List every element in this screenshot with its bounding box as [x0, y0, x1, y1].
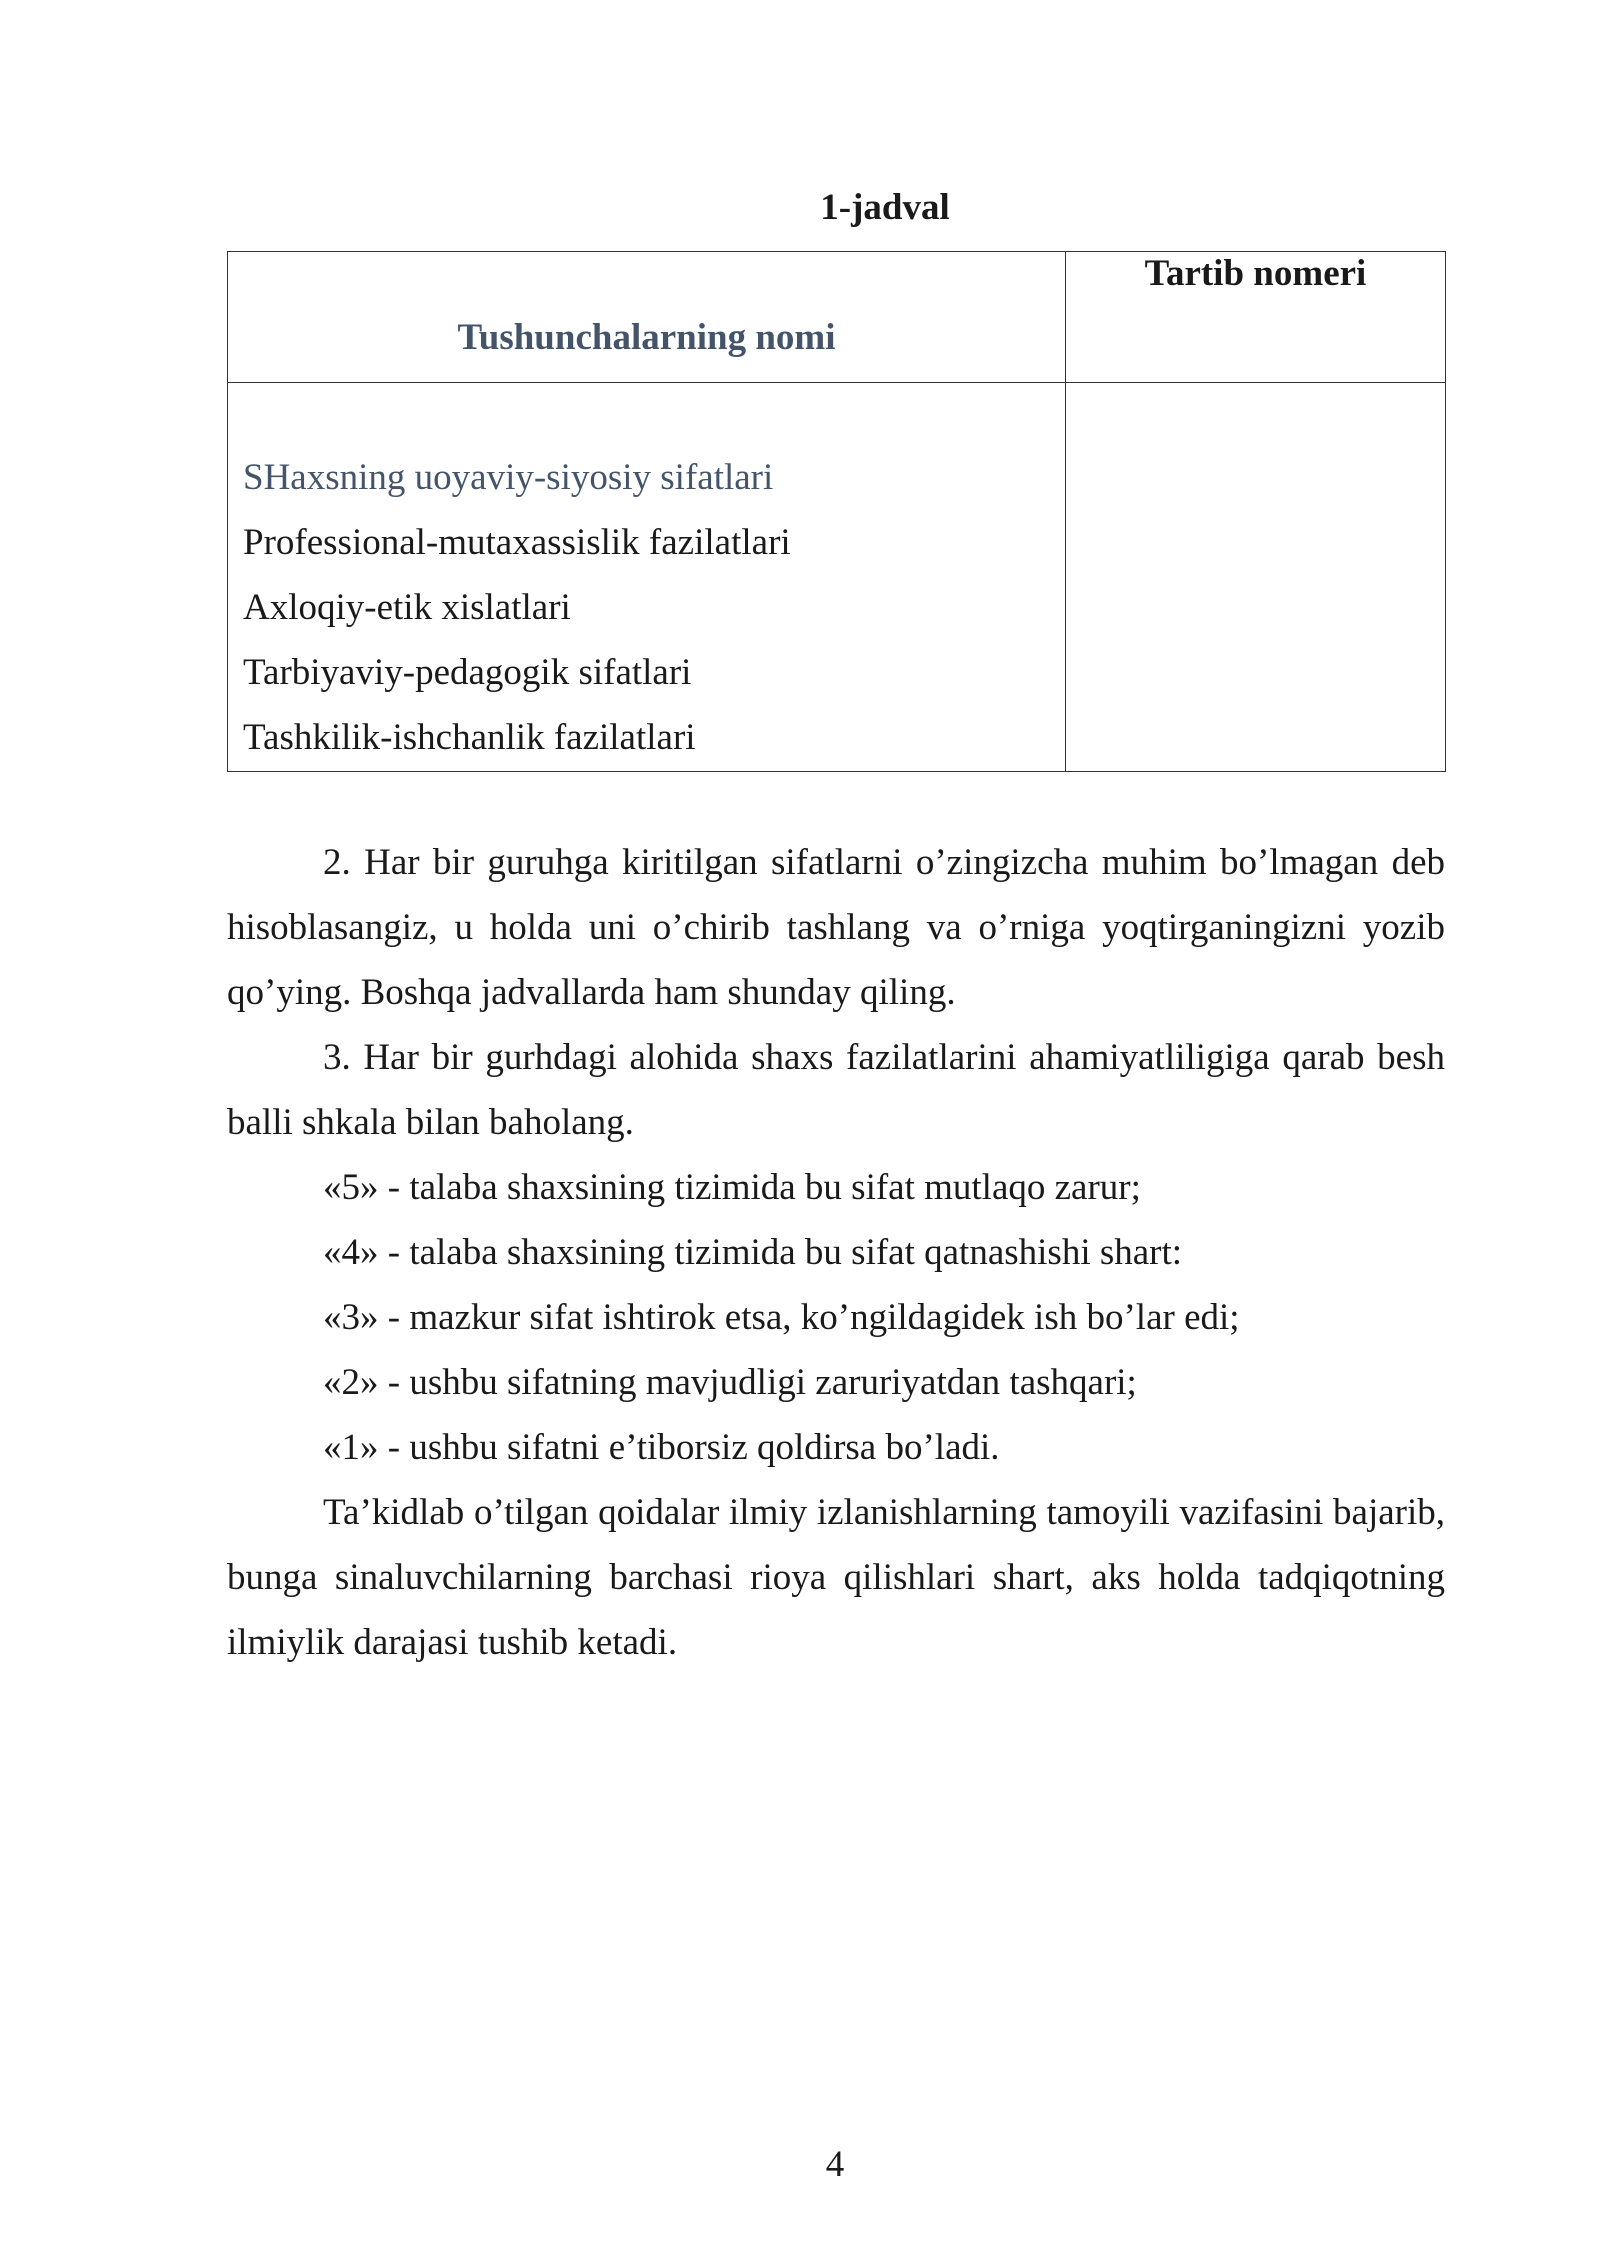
- scale-item-1: «1» - ushbu sifatni e’tiborsiz qoldirsa bo’ladi.: [323, 1427, 1000, 1468]
- table-body-row: [228, 383, 1446, 772]
- number-cell: [1066, 383, 1446, 772]
- concept-item: Tashkilik-ishchanlik fazilatlari: [243, 717, 696, 758]
- concept-item: Professional-mutaxassislik fazilatlari: [243, 522, 791, 563]
- table-caption: 1-jadval: [820, 187, 950, 228]
- table-header-row: [228, 252, 1446, 383]
- concept-item: SHaxsning uoyaviy-siyosiy sifatlari: [243, 457, 774, 498]
- concept-item: Tarbiyaviy-pedagogik sifatlari: [243, 652, 692, 693]
- concept-list: [228, 383, 1065, 770]
- closing-paragraph: Ta’kidlab o’tilgan qoidalar ilmiy izlanishlarning tamoyili vazifasini bajarib, bunga sinaluvchilarning barchasi rioya qilishlari shart, aks holda tadqiqotning ilmiylik darajasi tushib ketadi.: [227, 1492, 1445, 1663]
- header-number-label: Tartib nomeri: [1144, 253, 1367, 294]
- scale-item-4: «4» - talaba shaxsining tizimida bu sifat qatnashishi shart:: [323, 1232, 1183, 1273]
- concept-item: Axloqiy-etik xislatlari: [243, 587, 571, 628]
- items-cell: [228, 383, 1066, 772]
- header-cell-number: [1066, 252, 1446, 383]
- header-cell-name: [228, 252, 1066, 383]
- paragraph-3: 3. Har bir gurhdagi alohida shaxs fazilatlarini ahamiyatliligiga qarab besh balli shkala bilan baholang.: [227, 1037, 1445, 1143]
- scale-item-3: «3» - mazkur sifat ishtirok etsa, ko’ngildagidek ish bo’lar edi;: [323, 1297, 1240, 1338]
- concepts-table: [227, 251, 1446, 772]
- body-text: [227, 830, 1445, 1675]
- scale-item-2: «2» - ushbu sifatning mavjudligi zaruriyatdan tashqari;: [323, 1362, 1137, 1403]
- page-number: 4: [825, 2144, 845, 2185]
- scale-item-5: «5» - talaba shaxsining tizimida bu sifat mutlaqo zarur;: [323, 1167, 1141, 1208]
- paragraph-2: 2. Har bir guruhga kiritilgan sifatlarni o’zingizcha muhim bo’lmagan deb hisoblasangiz, u holda uni o’chirib tashlang va o’rniga yoqtirganingizni yozib qo’ying. Boshqa jadvallarda ham shunday qiling.: [227, 842, 1445, 1013]
- header-name-label: Tushunchalarning nomi: [457, 317, 836, 358]
